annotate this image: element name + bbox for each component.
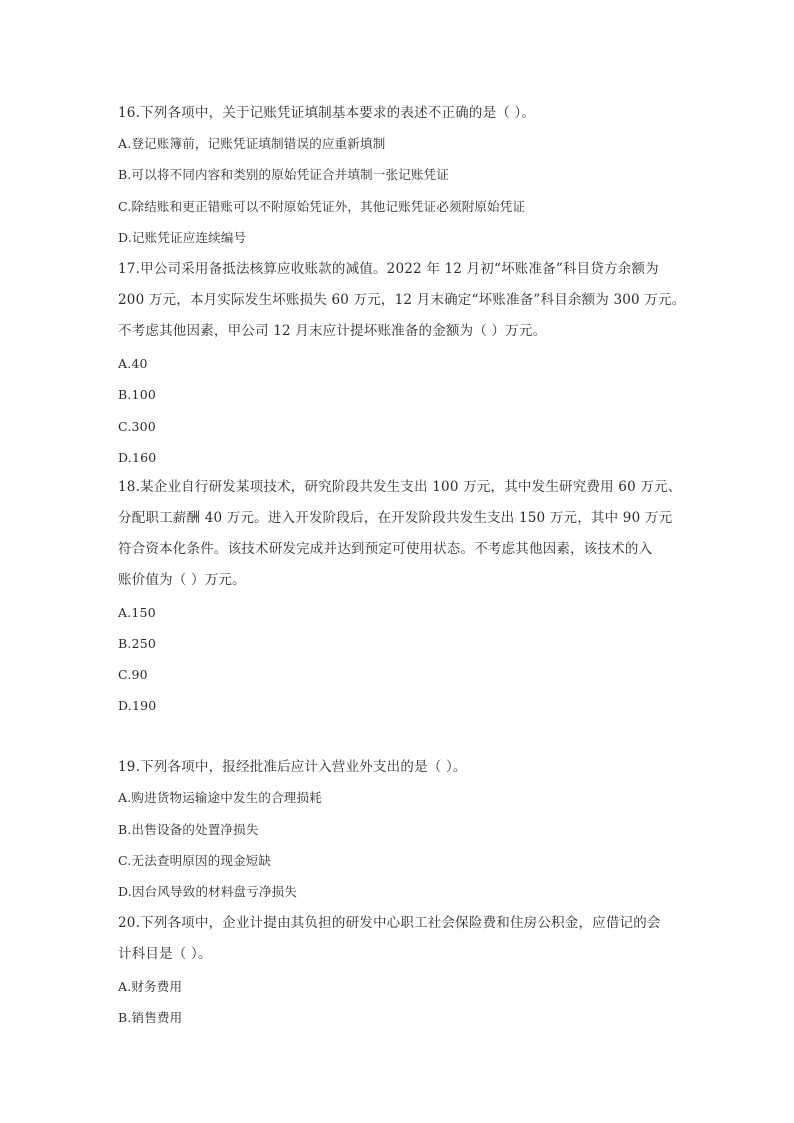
question-20-stem-line-1: 20.下列各项中，企业计提由其负担的研发中心职工社会保险费和住房公积金，应借记的会 [118, 915, 661, 931]
question-16-option-a: A.登记账簿前，记账凭证填制错误的应重新填制 [118, 136, 386, 151]
question-16-stem: 16.下列各项中，关于记账凭证填制基本要求的表述不正确的是（ ）。 [118, 105, 536, 121]
question-18-stem-line-2: 分配职工薪酬 40 万元。进入开发阶段后，在开发阶段共发生支出 150 万元，其中 90 万元 [118, 510, 673, 526]
question-17-stem-line-1: 17.甲公司采用备抵法核算应收账款的减值。2022 年 12 月初“坏账准备”科目贷方余额为 [118, 261, 659, 277]
question-18-stem-line-1: 18.某企业自行研发某项技术，研究阶段共发生支出 100 万元，其中发生研究费用 60 万元、 [118, 479, 682, 495]
question-19-option-d: D.因台风导致的材料盘亏净损失 [118, 884, 298, 899]
question-20-option-a: A.财务费用 [118, 979, 183, 994]
question-18-option-d: D.190 [118, 698, 157, 713]
question-20-stem-line-2: 计科目是（ ）。 [118, 946, 212, 962]
question-19-stem: 19.下列各项中，报经批准后应计入营业外支出的是（ ）。 [118, 759, 467, 775]
question-20-option-b: B.销售费用 [118, 1010, 183, 1025]
question-17-option-a: A.40 [118, 356, 148, 371]
question-17-stem-line-2: 200 万元，本月实际发生坏账损失 60 万元，12 月末确定“坏账准备”科目余额为 300 万元。 [118, 292, 686, 308]
question-19-option-b: B.出售设备的处置净损失 [118, 822, 259, 837]
question-19-option-c: C.无法查明原因的现金短缺 [118, 853, 272, 868]
question-16-option-c: C.除结账和更正错账可以不附原始凭证外，其他记账凭证必须附原始凭证 [118, 199, 526, 214]
question-18-option-a: A.150 [118, 605, 156, 620]
question-17-option-b: B.100 [118, 387, 157, 402]
question-16-option-b: B.可以将不同内容和类别的原始凭证合并填制一张记账凭证 [118, 167, 450, 182]
question-19-option-a: A.购进货物运输途中发生的合理损耗 [118, 790, 322, 805]
question-18-stem-line-3: 符合资本化条件。该技术研发完成并达到预定可使用状态。不考虑其他因素，该技术的入 [118, 541, 653, 557]
question-18-option-c: C.90 [118, 667, 148, 682]
question-17-stem-line-3: 不考虑其他因素，甲公司 12 月末应计提坏账准备的金额为（ ）万元。 [118, 323, 547, 339]
question-17-option-d: D.160 [118, 450, 157, 465]
question-18-option-b: B.250 [118, 636, 157, 651]
question-17-option-c: C.300 [118, 419, 156, 434]
question-16-option-d: D.记账凭证应连续编号 [118, 230, 247, 245]
question-18-stem-line-4: 账价值为（ ）万元。 [118, 572, 246, 588]
